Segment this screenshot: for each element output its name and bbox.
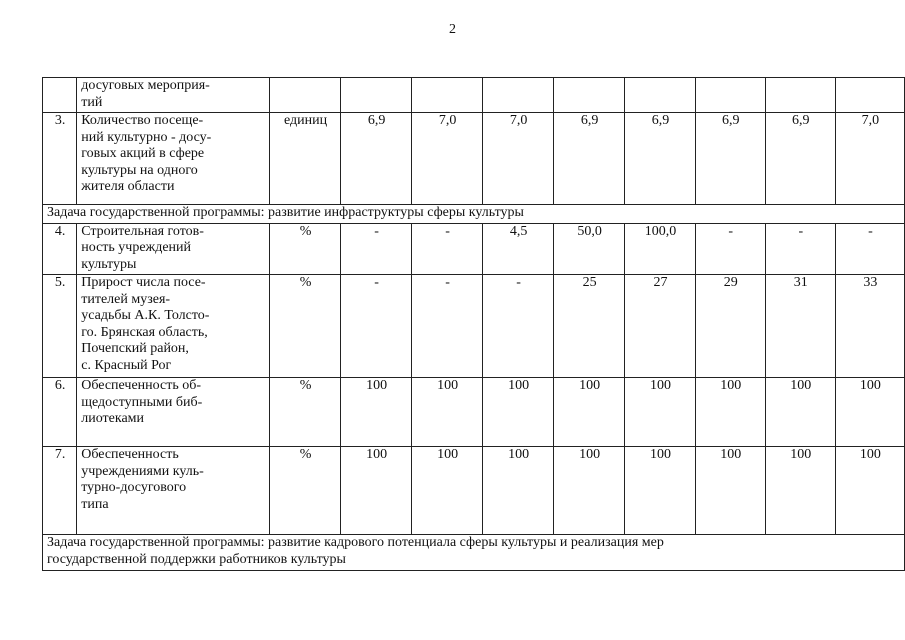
value-cell	[483, 78, 554, 113]
value-cell: 7,0	[412, 113, 483, 205]
indicator-name: Обеспеченность учреждениями куль- турно-досугового типа	[77, 447, 270, 535]
unit-cell: %	[270, 378, 341, 447]
value-cell	[765, 78, 835, 113]
task-row	[43, 535, 905, 571]
value-cell: -	[483, 275, 554, 378]
page-number: 2	[449, 22, 456, 37]
task-row	[43, 205, 905, 224]
unit-cell: %	[270, 447, 341, 535]
row-number: 6.	[43, 378, 77, 447]
value-cell: 25	[554, 275, 625, 378]
value-cell: 6,9	[695, 113, 765, 205]
value-cell: 100	[412, 447, 483, 535]
indicator-name: Прирост числа посе- тителей музея- усадьбы А.К. Толсто- го. Брянская область, Почепский район, с. Красный Рог	[77, 275, 270, 378]
value-cell: 100	[625, 378, 696, 447]
value-cell	[625, 78, 696, 113]
value-cell: 100	[695, 447, 765, 535]
table-row	[43, 78, 905, 113]
table-row	[43, 378, 905, 447]
value-cell: 7,0	[835, 113, 904, 205]
value-cell: -	[765, 223, 835, 275]
value-cell: 100	[341, 447, 412, 535]
task-heading: Задача государственной программы: развитие кадрового потенциала сферы культуры и реализация мер государственной поддержки работников культуры	[43, 535, 905, 571]
value-cell: 100	[835, 378, 904, 447]
value-cell: 7,0	[483, 113, 554, 205]
value-cell: -	[695, 223, 765, 275]
value-cell: 33	[835, 275, 904, 378]
indicator-name: досуговых мероприя- тий	[77, 78, 270, 113]
value-cell: 100	[554, 378, 625, 447]
value-cell: 6,9	[341, 113, 412, 205]
indicators-table	[42, 77, 905, 571]
value-cell: 100	[765, 447, 835, 535]
value-cell: 6,9	[765, 113, 835, 205]
value-cell: 6,9	[625, 113, 696, 205]
row-number: 5.	[43, 275, 77, 378]
unit-cell: %	[270, 275, 341, 378]
unit-cell: %	[270, 223, 341, 275]
value-cell: 100	[341, 378, 412, 447]
value-cell: 100	[483, 378, 554, 447]
value-cell: -	[412, 223, 483, 275]
task-heading: Задача государственной программы: развитие инфраструктуры сферы культуры	[43, 205, 905, 224]
row-number: 4.	[43, 223, 77, 275]
table-row	[43, 113, 905, 205]
value-cell: 29	[695, 275, 765, 378]
value-cell: -	[341, 223, 412, 275]
value-cell: 100	[483, 447, 554, 535]
value-cell	[341, 78, 412, 113]
value-cell: 27	[625, 275, 696, 378]
indicator-name: Обеспеченность об- щедоступными биб- лиотеками	[77, 378, 270, 447]
unit-cell	[270, 78, 341, 113]
value-cell: 6,9	[554, 113, 625, 205]
value-cell	[695, 78, 765, 113]
value-cell: 100,0	[625, 223, 696, 275]
value-cell: 50,0	[554, 223, 625, 275]
value-cell: 4,5	[483, 223, 554, 275]
value-cell	[412, 78, 483, 113]
value-cell: 31	[765, 275, 835, 378]
unit-cell: единиц	[270, 113, 341, 205]
value-cell	[554, 78, 625, 113]
table-row	[43, 275, 905, 378]
value-cell	[835, 78, 904, 113]
value-cell: -	[835, 223, 904, 275]
indicator-name: Строительная готов- ность учреждений культуры	[77, 223, 270, 275]
value-cell: 100	[765, 378, 835, 447]
value-cell: -	[412, 275, 483, 378]
indicators-table-body	[43, 78, 905, 571]
indicator-name: Количество посеще- ний культурно - досу- говых акций в сфере культуры на одного жителя области	[77, 113, 270, 205]
row-number: 3.	[43, 113, 77, 205]
row-number: 7.	[43, 447, 77, 535]
value-cell: 100	[625, 447, 696, 535]
value-cell: 100	[835, 447, 904, 535]
table-row	[43, 447, 905, 535]
value-cell: 100	[412, 378, 483, 447]
value-cell: -	[341, 275, 412, 378]
table-row	[43, 223, 905, 275]
value-cell: 100	[554, 447, 625, 535]
row-number	[43, 78, 77, 113]
value-cell: 100	[695, 378, 765, 447]
